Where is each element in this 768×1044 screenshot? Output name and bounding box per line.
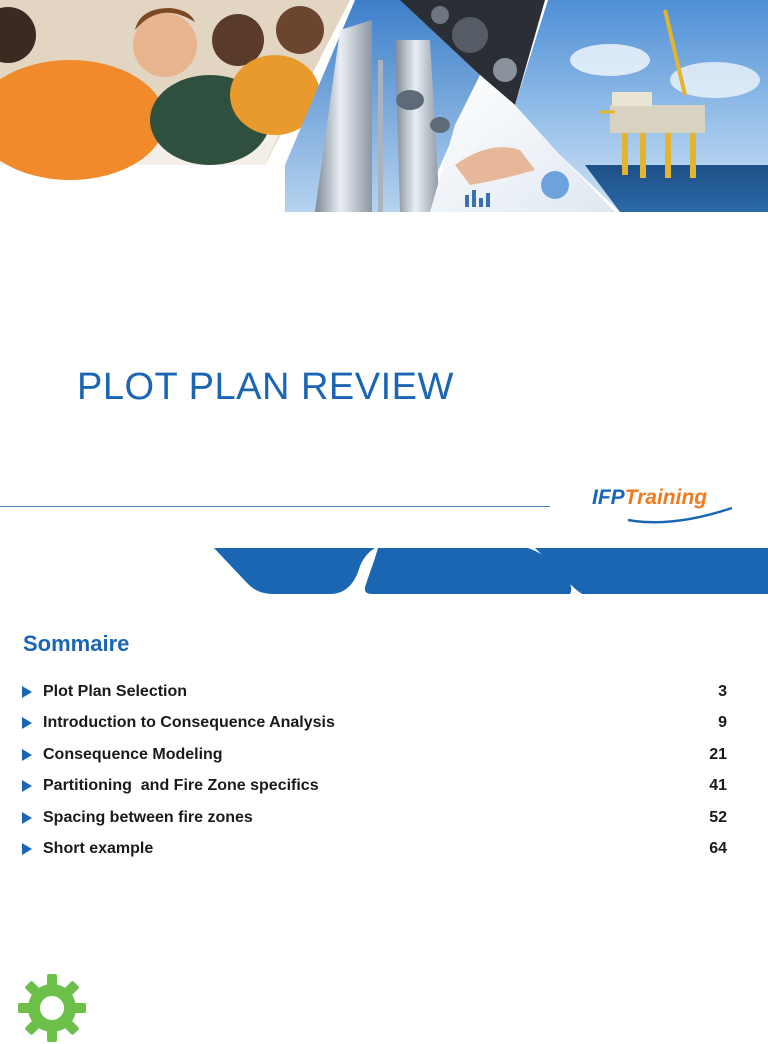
toc-item[interactable] — [22, 771, 727, 803]
toc-heading: Sommaire — [23, 631, 130, 656]
triangle-right-icon — [22, 812, 32, 824]
triangle-right-icon — [22, 686, 32, 698]
toc-item-page: 52 — [709, 808, 727, 826]
toc-item[interactable] — [22, 708, 727, 740]
logo-training-text: Training — [624, 486, 708, 509]
toc-item-label: Consequence Modeling — [43, 745, 223, 763]
toc-item-label: Short example — [43, 840, 154, 858]
toc-item-label: Introduction to Consequence Analysis — [43, 714, 335, 732]
header-photo-collage — [0, 0, 768, 215]
toc-item-page: 3 — [718, 682, 727, 700]
triangle-right-icon — [22, 843, 32, 855]
document-title: PLOT PLAN REVIEW — [77, 366, 454, 408]
gear-icon — [16, 972, 88, 1044]
triangle-right-icon — [22, 717, 32, 729]
toc-item[interactable] — [22, 802, 727, 834]
toc-item[interactable] — [22, 676, 727, 708]
title-divider — [0, 506, 550, 507]
toc-item-label: Plot Plan Selection — [43, 682, 188, 700]
toc-item[interactable] — [22, 834, 727, 866]
toc-item-label: Spacing between fire zones — [43, 808, 253, 826]
toc-item-page: 9 — [718, 714, 727, 732]
toc-item-label: Partitioning and Fire Zone specifics — [43, 777, 319, 795]
toc-item-page: 41 — [709, 777, 727, 795]
triangle-right-icon — [22, 780, 32, 792]
toc-list — [22, 676, 727, 865]
ifp-training-logo — [592, 486, 737, 526]
logo-swoosh-icon — [592, 500, 737, 526]
toc-item[interactable] — [22, 739, 727, 771]
triangle-right-icon — [22, 749, 32, 761]
logo-ifp-text: IFP — [592, 486, 625, 509]
toc-item-page: 21 — [709, 745, 727, 763]
blue-tab-band — [0, 546, 768, 596]
toc-item-page: 64 — [709, 840, 727, 858]
